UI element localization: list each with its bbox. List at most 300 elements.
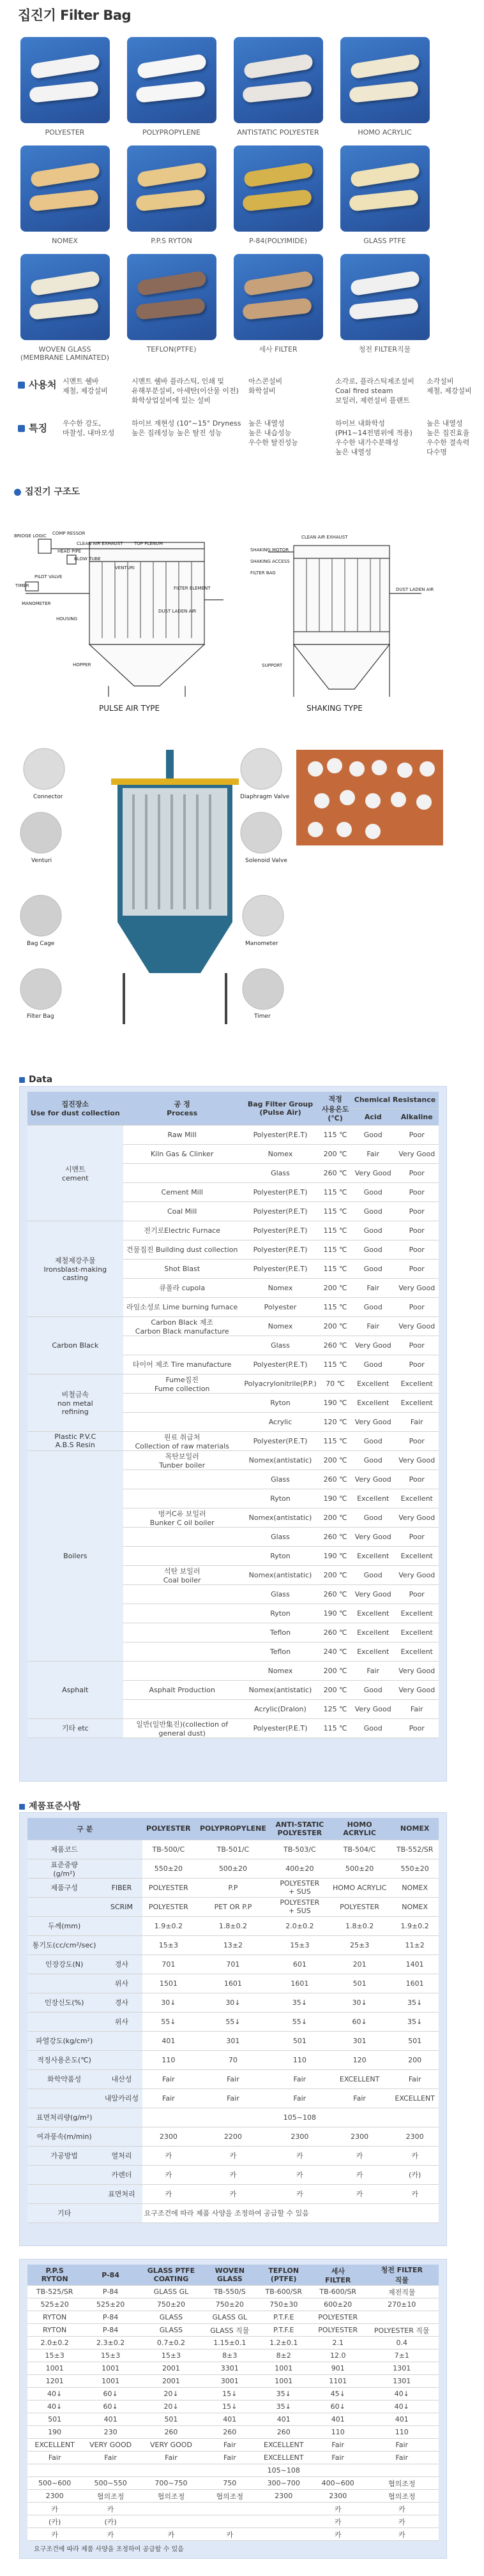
table-cell: 55↓ — [271, 2012, 328, 2031]
product-image — [234, 145, 323, 232]
table-cell — [101, 2050, 142, 2069]
table-cell: Ryton — [241, 1604, 319, 1623]
table-cell — [123, 1661, 241, 1680]
table-cell: Excellent — [395, 1489, 439, 1508]
table-cell: 2.1 — [311, 2337, 365, 2349]
filter-bag-icon — [349, 54, 420, 80]
table-cell: 125 ℃ — [319, 1699, 351, 1718]
table-cell: 2.0±0.2 — [27, 2337, 82, 2349]
table-cell: 2300 — [27, 2490, 82, 2503]
filter-bag-icon — [349, 189, 419, 211]
table-cell: 1001 — [82, 2375, 139, 2388]
table-cell — [123, 1642, 241, 1661]
table-cell: 타이어 제조 Tire manufacture — [123, 1355, 241, 1374]
table-header: P.P.S RYTON — [27, 2265, 82, 2286]
table-cell: Fair — [203, 2439, 257, 2452]
table-cell: EXCELLENT — [27, 2439, 82, 2452]
table-cell: 501 — [271, 2031, 328, 2050]
table-row — [27, 1374, 439, 1393]
pulse-caption: PULSE AIR TYPE — [99, 704, 160, 713]
table-cell: 요구조건에 따라 제품 사양을 조정하여 공급할 수 있음 — [142, 2203, 439, 2222]
table-header-row — [27, 1092, 439, 1108]
structure-heading: 집진기 구조도 — [14, 485, 80, 498]
table-cell: Fair — [271, 2088, 328, 2108]
table-cell — [123, 1393, 241, 1412]
table-cell: 35↓ — [391, 2012, 439, 2031]
table-cell: 위사 — [101, 2012, 142, 2031]
table-cell: Glass — [241, 1163, 319, 1182]
table-cell: Good — [351, 1259, 395, 1278]
product-label: 세사 FILTER — [259, 345, 298, 354]
table-cell: Fair — [311, 2439, 365, 2452]
table-cell: 1.8±0.2 — [195, 1916, 271, 1935]
table-cell: 115 ℃ — [319, 1297, 351, 1316]
table-cell: VERY GOOD — [139, 2439, 203, 2452]
table-row — [27, 2298, 439, 2311]
table-cell: 401 — [365, 2413, 439, 2426]
table-cell: 제전직물 — [365, 2286, 439, 2298]
diagram-label: CLEAN AIR EXHAUST — [77, 541, 123, 546]
product-image — [340, 254, 430, 340]
table-cell: Fair — [142, 2069, 195, 2088]
table-row — [27, 2477, 439, 2490]
product-tile — [122, 37, 221, 145]
table-cell: Poor — [395, 1182, 439, 1202]
table-cell: 카 — [195, 2146, 271, 2165]
table-cell: 55↓ — [142, 2012, 195, 2031]
table-cell: 200 ℃ — [319, 1450, 351, 1470]
table-cell — [27, 2088, 101, 2108]
table-cell: 115 ℃ — [319, 1718, 351, 1738]
component-label: Timer — [254, 1013, 271, 1020]
component-label: Bag Cage — [27, 941, 55, 947]
table-cell: 2001 — [139, 2375, 203, 2388]
table-cell: 내산성 — [101, 2069, 142, 2088]
feature-cell: 높은 내열성 높은 집진효율 우수한 결속력 다수명 — [427, 419, 470, 456]
table-cell: Good — [351, 1718, 395, 1738]
table-cell: 501 — [139, 2413, 203, 2426]
table-row — [27, 2375, 439, 2388]
table-cell: Glass — [241, 1584, 319, 1604]
table-cell: 3001 — [203, 2375, 257, 2388]
table-cell: 카 — [328, 2146, 391, 2165]
table-cell: Very Good — [351, 1527, 395, 1546]
table-cell: Poor — [395, 1221, 439, 1240]
table-row — [27, 2401, 439, 2413]
table-cell: 15±3 — [82, 2349, 139, 2362]
table-cell: 1201 — [27, 2375, 82, 2388]
table-cell: Excellent — [351, 1489, 395, 1508]
filter-bag-icon — [135, 189, 206, 211]
table-cell: TB-503/C — [271, 1840, 328, 1859]
table-cell — [203, 2515, 257, 2528]
table-cell: HOMO ACRYLIC — [328, 1878, 391, 1897]
table-cell — [123, 1163, 241, 1182]
table-cell: 35↓ — [257, 2401, 311, 2413]
table-header: TEFLON (PTFE) — [257, 2265, 311, 2286]
table-cell: TB-552/SR — [391, 1840, 439, 1859]
table-cell: POLYESTER — [142, 1897, 195, 1916]
table-cell: TB-600/SR — [311, 2286, 365, 2298]
diagram-label: PILOT VALVE — [34, 574, 63, 579]
table-cell: 550±20 — [391, 1859, 439, 1878]
feature-cell: 하이브 재현성 (10°~15° Dryness 높은 집레성능 높은 탈진 성능 — [132, 419, 241, 437]
table-row — [27, 2362, 439, 2375]
table-row — [27, 2349, 439, 2362]
usage-row — [63, 376, 484, 405]
table-cell: GLASS GL — [139, 2286, 203, 2298]
filter-bag-icon — [135, 297, 206, 320]
table-cell: 70 ℃ — [319, 1374, 351, 1393]
table-cell: Polyester(P.E.T) — [241, 1718, 319, 1738]
table-cell: Good — [351, 1450, 395, 1470]
table-cell: 115 ℃ — [319, 1202, 351, 1221]
filter-bag-icon — [243, 54, 313, 80]
filter-bag-icon — [29, 80, 99, 103]
group-cell: Boilers — [27, 1450, 123, 1661]
product-tile — [229, 37, 328, 145]
table-cell: 협의조정 — [365, 2490, 439, 2503]
table-cell: Kiln Gas & Clinker — [123, 1144, 241, 1163]
table-cell: Fair — [82, 2452, 139, 2464]
table-row — [27, 2050, 439, 2069]
table-cell: Excellent — [395, 1623, 439, 1642]
table-cell: TB-500/C — [142, 1840, 195, 1859]
spec-heading: 제품표준사항 — [19, 1799, 80, 1812]
table-row — [27, 2069, 439, 2088]
table-cell: Nomex(antistatic) — [241, 1565, 319, 1584]
table-cell: Fair — [365, 2439, 439, 2452]
dust-collector-illustration — [111, 750, 239, 1024]
table-cell: 30↓ — [142, 1993, 195, 2012]
table-cell: 200 ℃ — [319, 1316, 351, 1336]
table-cell: 1601 — [195, 1974, 271, 1993]
table-cell: 제품코드 — [27, 1840, 101, 1859]
table-cell: Very Good — [351, 1336, 395, 1355]
table-cell: 카 — [391, 2184, 439, 2203]
table-cell: NOMEX — [391, 1897, 439, 1916]
table-cell: 15↓ — [203, 2388, 257, 2401]
product-image — [127, 37, 216, 123]
spec-footnote: 요구조건에 따라 제품 사양을 조정하여 공급할 수 있음 — [34, 2546, 184, 2553]
table-cell: 0.4 — [365, 2337, 439, 2349]
table-row — [27, 1840, 439, 1859]
table-cell: 201 — [328, 1954, 391, 1974]
table-cell — [139, 2515, 203, 2528]
diagram-label: SHAKING MOTOR — [250, 547, 289, 553]
table-row — [27, 2165, 439, 2184]
table-row — [27, 2012, 439, 2031]
table-cell: 큐폴라 cupola — [123, 1278, 241, 1297]
table-cell: 15±3 — [139, 2349, 203, 2362]
table-cell: (카) — [82, 2515, 139, 2528]
diagram-label: CLEAN AIR EXHAUST — [301, 535, 348, 540]
table-cell: POLYESTER — [142, 1878, 195, 1897]
product-label: ANTISTATIC POLYESTER — [237, 128, 319, 137]
pulse-air-diagram — [26, 539, 223, 697]
table-cell: 260 — [139, 2426, 203, 2439]
table-cell: 표면처리 — [101, 2184, 142, 2203]
bullet-icon — [19, 1077, 25, 1083]
table-cell: Excellent — [351, 1623, 395, 1642]
table-cell: 1301 — [365, 2375, 439, 2388]
table-cell: 270±10 — [365, 2298, 439, 2311]
table-cell: 카 — [195, 2165, 271, 2184]
table-cell: Nomex — [241, 1316, 319, 1336]
table-cell: GLASS — [139, 2324, 203, 2337]
table-header: 청전 FILTER 직물 — [365, 2265, 439, 2286]
table-row — [27, 1878, 439, 1897]
diagram-label: VENTURI — [115, 565, 135, 570]
table-cell: 적정사용온도(℃) — [27, 2050, 101, 2069]
table-cell: Good — [351, 1680, 395, 1699]
table-cell: 115 ℃ — [319, 1355, 351, 1374]
table-cell: 501 — [328, 1974, 391, 1993]
table-cell: 통기도(cc/cm²/sec) — [27, 1935, 101, 1954]
table-cell — [311, 2464, 365, 2477]
table-cell: 401 — [257, 2413, 311, 2426]
bullet-icon — [14, 489, 21, 496]
table-cell: 8±2 — [257, 2349, 311, 2362]
table-cell: Good — [351, 1355, 395, 1374]
table-cell: 700~750 — [139, 2477, 203, 2490]
table-cell: Nomex(antistatic) — [241, 1508, 319, 1527]
table-cell: GLASS GL — [203, 2311, 257, 2324]
table-cell: POLYESTER — [311, 2324, 365, 2337]
table-cell: P.T.F.E — [257, 2324, 311, 2337]
feature-cell: 하이브 내화학성 (PH1~14전범위에 적용) 우수한 내가수분해성 높은 내열성 — [335, 419, 412, 456]
table-cell: 제품구성 — [27, 1878, 101, 1897]
table-row — [27, 1859, 439, 1878]
table-cell: 2300 — [391, 2127, 439, 2146]
table-cell: 1.15±0.1 — [203, 2337, 257, 2349]
table-cell: 카 — [27, 2503, 82, 2515]
table-cell: Nomex — [241, 1144, 319, 1163]
product-label: HOMO ACRYLIC — [358, 128, 412, 137]
table-cell: 카 — [195, 2184, 271, 2203]
table-cell: 1301 — [365, 2362, 439, 2375]
table-cell: 401 — [311, 2413, 365, 2426]
table-cell: 260 ℃ — [319, 1584, 351, 1604]
table-header-row — [27, 2265, 439, 2286]
table-cell: 전기로Electric Furnace — [123, 1221, 241, 1240]
table-cell: Poor — [395, 1202, 439, 1221]
table-cell: 1601 — [271, 1974, 328, 1993]
table-cell: Fair — [365, 2452, 439, 2464]
component-label: Venturi — [31, 858, 52, 864]
table-cell: Fair — [351, 1278, 395, 1297]
components-illustration — [15, 743, 450, 1062]
usage-cell: 소각설비 제철, 제강설비 — [427, 377, 472, 395]
table-cell: 열처리 — [101, 2146, 142, 2165]
table-cell: TB-504/C — [328, 1840, 391, 1859]
diagram-label: HEAD PIPE — [57, 549, 82, 554]
table-cell — [203, 2464, 257, 2477]
group-cell: Asphalt — [27, 1661, 123, 1718]
table-cell: 70 — [195, 2050, 271, 2069]
table-cell: Fair — [391, 2069, 439, 2088]
product-tile — [122, 254, 221, 362]
table-cell: SCRIM — [101, 1897, 142, 1916]
table-cell: 401 — [82, 2413, 139, 2426]
table-row — [27, 2324, 439, 2337]
table-cell: 501 — [391, 2031, 439, 2050]
component-label: Filter Bag — [27, 1013, 54, 1020]
table-cell: Poor — [395, 1431, 439, 1450]
table-cell: 카 — [365, 2503, 439, 2515]
filter-bag-icon — [243, 271, 313, 297]
table-cell: Poor — [395, 1336, 439, 1355]
diagram-label: COMP RESSOR — [52, 531, 86, 536]
table-cell: 1.2±0.1 — [257, 2337, 311, 2349]
table-cell: 701 — [195, 1954, 271, 1974]
table-row — [27, 1450, 439, 1470]
product-tile — [335, 37, 434, 145]
table-cell: Very Good — [395, 1508, 439, 1527]
table-cell: 카 — [203, 2528, 257, 2541]
table-cell: Polyester(P.E.T) — [241, 1259, 319, 1278]
table-cell: POLYESTER 직물 — [365, 2324, 439, 2337]
table-cell: 60↓ — [328, 2012, 391, 2031]
table-cell — [27, 2165, 101, 2184]
group-cell: Carbon Black — [27, 1316, 123, 1374]
table-cell: P.T.F.E — [257, 2311, 311, 2324]
filter-bag-icon — [243, 162, 313, 188]
table-cell: Fair — [328, 2088, 391, 2108]
table-cell: 화학약품성 — [27, 2069, 101, 2088]
table-cell: 기타 — [27, 2203, 101, 2222]
table-cell: Polyester(P.E.T) — [241, 1125, 319, 1144]
product-label: POLYPROPYLENE — [142, 128, 200, 137]
table-cell: 400±20 — [271, 1859, 328, 1878]
table-cell: 60↓ — [82, 2401, 139, 2413]
usage-cell: 시멘트 쉘바 플라스틱, 인쇄 및 유해부분설비, 아세탄(이산물 이전) 화학상업설비에 있는 설비 — [132, 377, 239, 405]
table-cell: Very Good — [395, 1450, 439, 1470]
table-cell: 25±3 — [328, 1935, 391, 1954]
table-cell: Polyester(P.E.T) — [241, 1240, 319, 1259]
table-cell: RYTON — [27, 2324, 82, 2337]
table-cell — [123, 1412, 241, 1431]
table-cell — [139, 2503, 203, 2515]
table-cell: 내알카리성 — [101, 2088, 142, 2108]
table-row — [27, 2184, 439, 2203]
diagram-label: BRIDGE LOGIC — [14, 533, 47, 539]
table-cell: 55↓ — [195, 2012, 271, 2031]
table-cell: Nomex — [241, 1278, 319, 1297]
product-label: P-84(POLYIMIDE) — [248, 237, 308, 245]
table-cell: 200 ℃ — [319, 1508, 351, 1527]
table-cell: 260 ℃ — [319, 1527, 351, 1546]
table-cell: Very Good — [395, 1316, 439, 1336]
product-tile — [15, 145, 114, 254]
table-cell — [257, 2503, 311, 2515]
table-cell: 105~108 — [257, 2464, 311, 2477]
table-cell: 카 — [142, 2146, 195, 2165]
feature-heading: 특징 — [18, 421, 47, 435]
table-cell: Good — [351, 1221, 395, 1240]
table-cell: 500±20 — [195, 1859, 271, 1878]
table-cell: 110 — [142, 2050, 195, 2069]
table-cell — [82, 2464, 139, 2477]
table-cell: Ryton — [241, 1393, 319, 1412]
table-cell — [27, 2184, 101, 2203]
table-cell: Poor — [395, 1527, 439, 1546]
table-cell: POLYESTER — [328, 1897, 391, 1916]
product-tile — [15, 37, 114, 145]
table-row — [27, 2439, 439, 2452]
table-cell: 인장신도(%) — [27, 1993, 101, 2012]
table-cell: 1501 — [142, 1974, 195, 1993]
table-cell: 2300 — [257, 2490, 311, 2503]
diagram-label: BLOW TUBE — [74, 556, 101, 562]
table-row — [27, 1718, 439, 1738]
table-header: Alkaline — [395, 1108, 439, 1125]
table-cell — [365, 2464, 439, 2477]
table-cell — [123, 1699, 241, 1718]
table-cell: Asphalt Production — [123, 1680, 241, 1699]
table-row — [27, 2515, 439, 2528]
bullet-icon — [18, 382, 25, 389]
table-cell: 1401 — [391, 1954, 439, 1974]
table-cell: Very Good — [351, 1163, 395, 1182]
filter-bag-icon — [349, 162, 420, 188]
table-cell: 260 — [257, 2426, 311, 2439]
table-cell: 260 ℃ — [319, 1623, 351, 1642]
table-cell: P-84 — [82, 2286, 139, 2298]
product-label: 청전 FILTER직물 — [358, 345, 411, 354]
table-cell: Very Good — [395, 1661, 439, 1680]
table-cell: Polyester(P.E.T) — [241, 1221, 319, 1240]
table-cell — [101, 1840, 142, 1859]
table-cell: 협의조정 — [139, 2490, 203, 2503]
table-cell: 1001 — [257, 2375, 311, 2388]
table-cell: Cement Mill — [123, 1182, 241, 1202]
table-cell: Very Good — [395, 1278, 439, 1297]
filter-bag-icon — [242, 297, 312, 320]
table-cell: RYTON — [27, 2311, 82, 2324]
table-cell: Excellent — [395, 1393, 439, 1412]
table-cell: 2.0±0.2 — [271, 1916, 328, 1935]
table-cell: 협의조정 — [82, 2490, 139, 2503]
table-cell: TB-550/S — [203, 2286, 257, 2298]
table-cell: EXCELLENT — [257, 2439, 311, 2452]
table-cell: 60↓ — [311, 2401, 365, 2413]
spec-table2-panel — [19, 2259, 447, 2559]
table-cell: Very Good — [395, 1565, 439, 1584]
product-tile — [15, 254, 114, 362]
product-image — [234, 254, 323, 340]
table-header-row — [27, 1818, 439, 1840]
table-cell: 카 — [328, 2165, 391, 2184]
table-cell: 190 ℃ — [319, 1604, 351, 1623]
table-cell: VERY GOOD — [82, 2439, 139, 2452]
table-cell: 3301 — [203, 2362, 257, 2375]
table-cell: 260 ℃ — [319, 1336, 351, 1355]
table-cell: TB-501/C — [195, 1840, 271, 1859]
table-row — [27, 2503, 439, 2515]
table-cell: P-84 — [82, 2324, 139, 2337]
table-cell: 2300 — [328, 2127, 391, 2146]
table-row — [27, 2203, 439, 2222]
table-cell: 35↓ — [257, 2388, 311, 2401]
table-cell: 300~700 — [257, 2477, 311, 2490]
table-row — [27, 2388, 439, 2401]
table-cell: 525±20 — [27, 2298, 82, 2311]
table-cell: Poor — [395, 1125, 439, 1144]
usage-heading: 사용처 — [18, 378, 56, 391]
table-cell: Ryton — [241, 1489, 319, 1508]
table-cell: 115 ℃ — [319, 1259, 351, 1278]
